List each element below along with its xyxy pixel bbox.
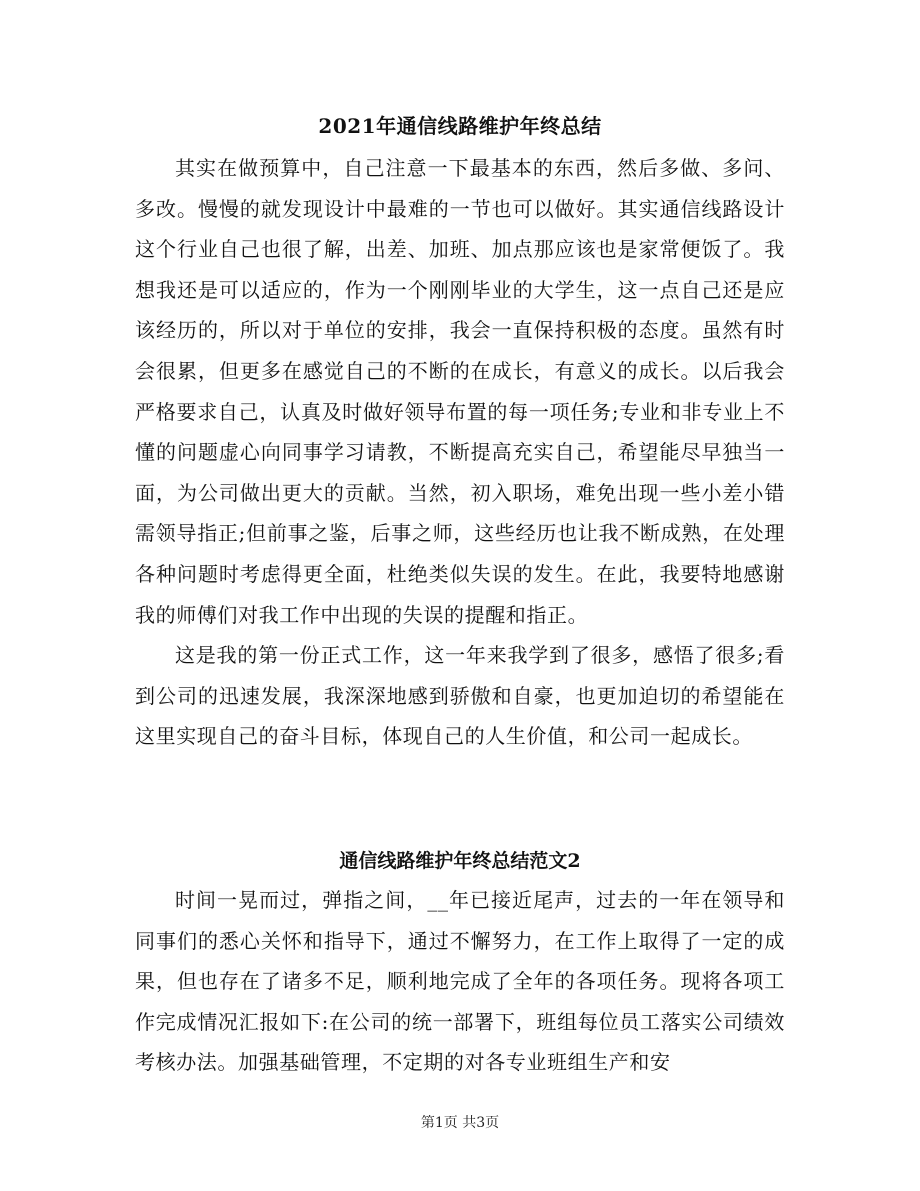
paragraph: 这是我的第一份正式工作，这一年来我学到了很多，感悟了很多;看到公司的迅速发展，我深深地感到骄傲和自豪，也更加迫切的希望能在这里实现自己的奋斗目标，体现自己的人生价值，和公司一起成长。 bbox=[135, 643, 785, 749]
document-title: 2021年通信线路维护年终总结 bbox=[318, 114, 602, 138]
page-number-footer: 第1页 共3页 bbox=[420, 1115, 500, 1131]
paragraph: 其实在做预算中，自己注意一下最基本的东西，然后多做、多问、多改。慢慢的就发现设计中最难的一节也可以做好。其实通信线路设计这个行业自己也很了解，出差、加班、加点那应该也是家常便饭了。我想我还是可以适应的，作为一个刚刚毕业的大学生，这一点自己还是应该经历的，所以对于单位的安排，我会一直保持积极的态度。虽然有时会很累，但更多在感觉自己的不断的在成长，有意义的成长。以后我会严格要求自己，认真及时做好领导布置的每一项任务;专业和非专业上不懂的问题虚心向同事学习请教，不断提高充实自己，希望能尽早独当一面，为公司做出更大的贡献。当然，初入职场，难免出现一些小差小错需领导指正;但前事之鉴，后事之师，这些经历也让我不断成熟，在处理各种问题时考虑得更全面，杜绝类似失误的发生。在此，我要特地感谢我的师傅们对我工作中出现的失误的提醒和指正。 bbox=[135, 156, 785, 627]
body-section-2 bbox=[135, 880, 785, 1083]
body-section-1 bbox=[135, 148, 785, 757]
paragraph: 时间一晃而过，弹指之间，__年已接近尾声，过去的一年在领导和同事们的悉心关怀和指导下，通过不懈努力，在工作上取得了一定的成果，但也存在了诸多不足，顺利地完成了全年的各项任务。现将各项工作完成情况汇报如下:在公司的统一部署下，班组每位员工落实公司绩效考核办法。加强基础管理，不定期的对各专业班组生产和安 bbox=[135, 888, 785, 1075]
section-title: 通信线路维护年终总结范文2 bbox=[339, 850, 581, 872]
